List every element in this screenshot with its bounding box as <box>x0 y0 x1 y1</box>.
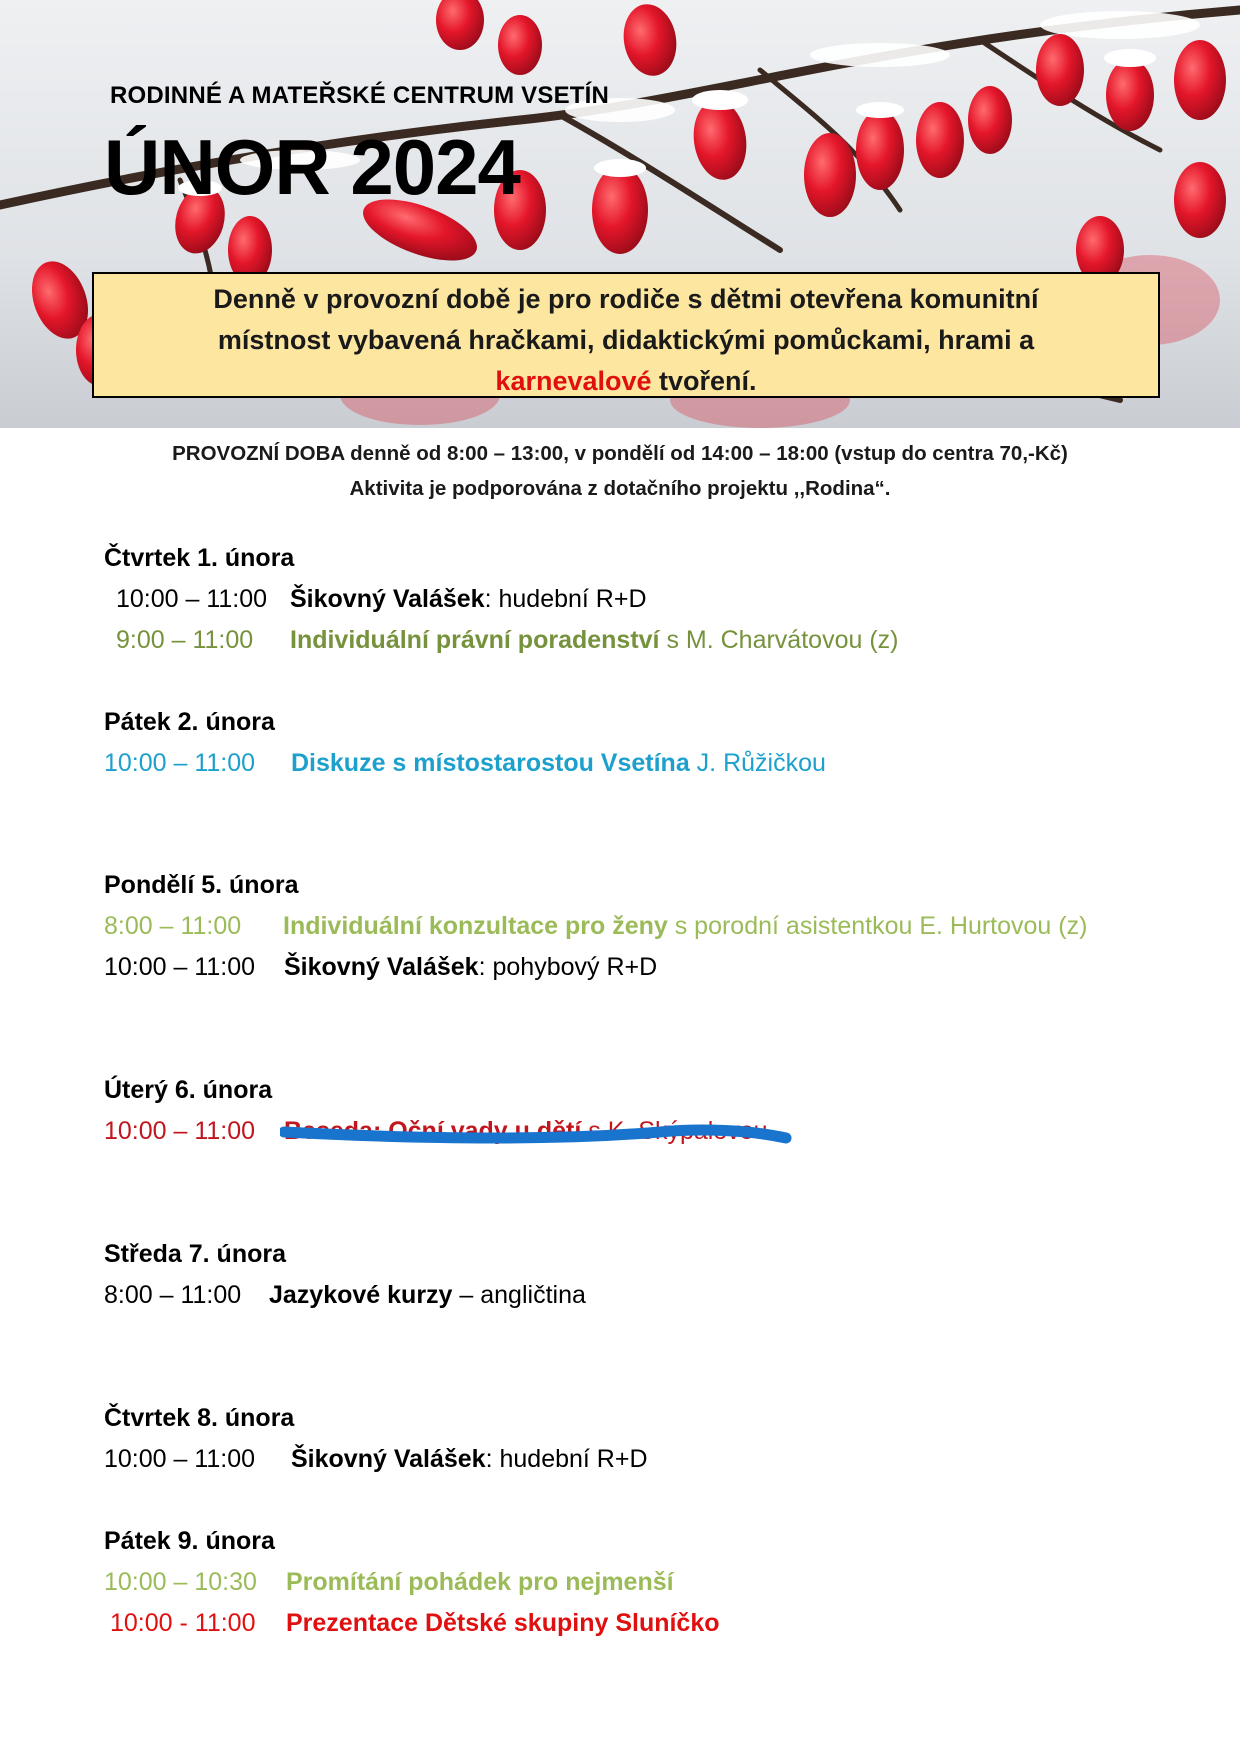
event-item <box>104 1281 586 1310</box>
notice-box <box>92 272 1160 398</box>
event-item <box>104 1445 648 1474</box>
day-heading: Čtvrtek 1. února <box>104 544 295 572</box>
support-note: Aktivita je podporována z dotačního projektu ,,Rodina“. <box>349 477 891 500</box>
page-title: ÚNOR 2024 <box>104 123 520 211</box>
opening-hours: PROVOZNÍ DOBA denně od 8:00 – 13:00, v pondělí od 14:00 – 18:00 (vstup do centra 70,-Kč) <box>172 442 1068 465</box>
event-detail: : hudební R+D <box>485 1445 648 1473</box>
event-time: 10:00 – 11:00 <box>116 585 268 613</box>
day-heading: Pondělí 5. února <box>104 871 299 899</box>
event-detail: s K. Skýpalovou <box>581 1117 768 1145</box>
notice-line-3 <box>94 361 1158 402</box>
event-title: Individuální právní poradenství <box>290 626 660 654</box>
event-detail: s M. Charvátovou (z) <box>659 626 899 654</box>
event-time: 9:00 – 11:00 <box>116 626 254 654</box>
event-item <box>104 1568 674 1597</box>
organization-name: RODINNÉ A MATEŘSKÉ CENTRUM VSETÍN <box>110 82 610 109</box>
event-title: Diskuze s místostarostou Vsetína <box>291 749 690 777</box>
day-heading: Pátek 9. února <box>104 1527 275 1555</box>
event-time: 10:00 – 11:00 <box>104 1445 256 1473</box>
event-time: 8:00 – 11:00 <box>104 1281 242 1309</box>
strikethrough-mark <box>280 1118 800 1158</box>
event-time: 10:00 – 11:00 <box>104 1117 256 1145</box>
event-detail: J. Růžičkou <box>689 749 826 777</box>
event-title: Šikovný Valášek <box>284 953 479 981</box>
event-item <box>116 585 647 614</box>
day-heading: Středa 7. února <box>104 1240 286 1268</box>
event-item <box>104 749 826 778</box>
event-item <box>110 1609 720 1638</box>
day-heading: Úterý 6. února <box>104 1076 273 1104</box>
event-time: 10:00 - 11:00 <box>110 1609 256 1637</box>
notice-line-3-rest: tvoření. <box>651 366 757 396</box>
event-item <box>104 912 1087 941</box>
event-detail: s porodní asistentkou E. Hurtovou (z) <box>667 912 1088 940</box>
event-time: 10:00 – 10:30 <box>104 1568 257 1596</box>
notice-line-2: místnost vybavená hračkami, didaktickými pomůckami, hrami a <box>217 325 1035 355</box>
event-title: Jazykové kurzy <box>269 1281 453 1309</box>
event-item <box>116 626 898 655</box>
day-heading: Pátek 2. února <box>104 708 275 736</box>
event-time: 10:00 – 11:00 <box>104 749 256 777</box>
event-time: 10:00 – 11:00 <box>104 953 256 981</box>
event-item <box>104 953 657 982</box>
day-heading: Čtvrtek 8. února <box>104 1404 295 1432</box>
event-detail: – angličtina <box>452 1281 586 1309</box>
info-block <box>0 436 1240 506</box>
event-time: 8:00 – 11:00 <box>104 912 242 940</box>
event-title: Promítání pohádek pro nejmenší <box>286 1568 674 1596</box>
event-detail: : hudební R+D <box>484 585 647 613</box>
header-banner <box>0 0 1240 428</box>
event-title: Šikovný Valášek <box>290 585 485 613</box>
notice-line-1: Denně v provozní době je pro rodiče s dětmi otevřena komunitní <box>213 284 1039 314</box>
event-title: Individuální konzultace pro ženy <box>283 912 668 940</box>
event-title: Beseda: Oční vady u dětí <box>284 1117 582 1145</box>
event-detail: : pohybový R+D <box>478 953 658 981</box>
notice-highlight: karnevalové <box>495 366 652 396</box>
event-title: Prezentace Dětské skupiny Sluníčko <box>286 1609 720 1637</box>
event-title: Šikovný Valášek <box>291 1445 486 1473</box>
